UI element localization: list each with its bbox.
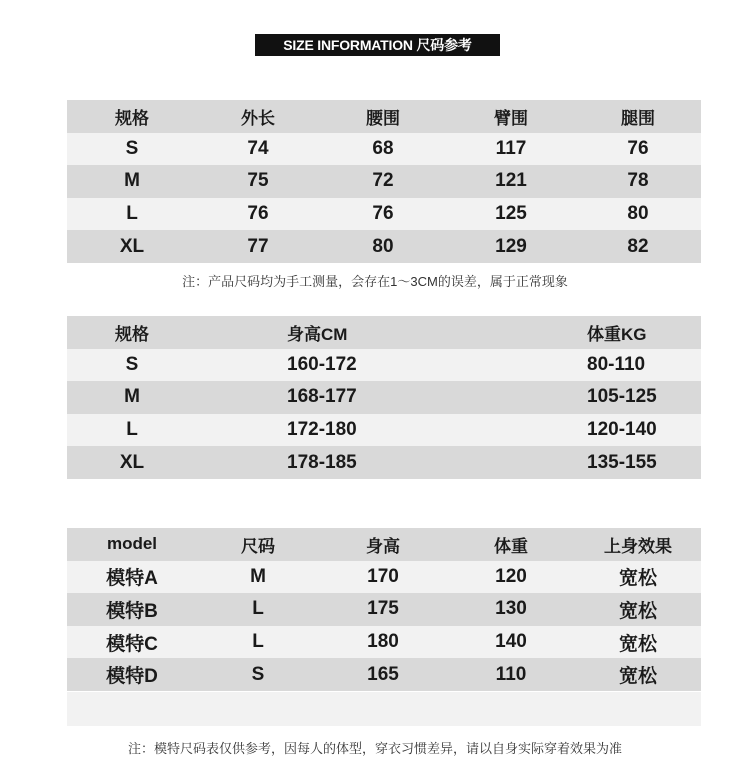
- table-cell: 82: [575, 230, 701, 263]
- column-header: model: [67, 528, 197, 561]
- table-cell: 130: [447, 593, 575, 626]
- column-header: 腿围: [575, 100, 701, 133]
- table-cell: M: [67, 165, 197, 198]
- table-cell: L: [67, 414, 197, 447]
- table-cell: 模特D: [67, 658, 197, 691]
- table-cell: L: [197, 593, 319, 626]
- size-measurement-table-body: [67, 100, 701, 263]
- column-header: 外长: [197, 100, 319, 133]
- table-row: [67, 165, 701, 198]
- table-row: [67, 561, 701, 594]
- measurement-note: 注：产品尺码均为手工测量，会存在1～3CM的误差，属于正常现象: [182, 274, 568, 289]
- table-cell: 80: [575, 198, 701, 231]
- column-header: 上身效果: [575, 528, 701, 561]
- column-header: 身高CM: [197, 316, 447, 349]
- table-cell: 68: [319, 133, 447, 166]
- table-cell: 78: [575, 165, 701, 198]
- table-row: [67, 446, 701, 479]
- table-cell: L: [197, 626, 319, 659]
- table-row: [67, 658, 701, 691]
- table-cell: 172-180: [197, 414, 447, 447]
- model-reference-table: [67, 528, 701, 691]
- table-cell: 宽松: [575, 561, 701, 594]
- table-cell: 宽松: [575, 626, 701, 659]
- column-header: 身高: [319, 528, 447, 561]
- size-measurement-table: [67, 100, 701, 263]
- table-cell: 模特C: [67, 626, 197, 659]
- column-header: 尺码: [197, 528, 319, 561]
- table-cell: 75: [197, 165, 319, 198]
- table-header-row: [67, 528, 701, 561]
- table-row: [67, 593, 701, 626]
- table-row: [67, 414, 701, 447]
- table-cell: 125: [447, 198, 575, 231]
- table-cell: S: [67, 349, 197, 382]
- table-cell: 121: [447, 165, 575, 198]
- table-cell: 117: [447, 133, 575, 166]
- table-header-row: [67, 100, 701, 133]
- size-recommendation-table-body: [67, 316, 701, 479]
- size-information-title: SIZE INFORMATION 尺码参考: [255, 34, 500, 56]
- table-cell: 135-155: [447, 446, 701, 479]
- model-note: 注：模特尺码表仅供参考，因每人的体型，穿衣习惯差异，请以自身实际穿着效果为准: [127, 741, 622, 756]
- table-cell: M: [67, 381, 197, 414]
- model-table-empty-row: [67, 692, 701, 726]
- table-cell: 模特A: [67, 561, 197, 594]
- table-cell: S: [67, 133, 197, 166]
- table-cell: 74: [197, 133, 319, 166]
- table-cell: 80-110: [447, 349, 701, 382]
- table-cell: 178-185: [197, 446, 447, 479]
- table-cell: 80: [319, 230, 447, 263]
- table-cell: 72: [319, 165, 447, 198]
- model-reference-table-body: [67, 528, 701, 691]
- table-cell: 110: [447, 658, 575, 691]
- table-cell: 129: [447, 230, 575, 263]
- table-row: [67, 381, 701, 414]
- column-header: 臂围: [447, 100, 575, 133]
- table-cell: 105-125: [447, 381, 701, 414]
- column-header: 腰围: [319, 100, 447, 133]
- table-row: [67, 626, 701, 659]
- table-cell: XL: [67, 446, 197, 479]
- table-cell: M: [197, 561, 319, 594]
- table-cell: 76: [575, 133, 701, 166]
- table-header-row: [67, 316, 701, 349]
- table-cell: 170: [319, 561, 447, 594]
- column-header: 体重KG: [447, 316, 701, 349]
- table-cell: 宽松: [575, 658, 701, 691]
- table-cell: L: [67, 198, 197, 231]
- table-cell: 160-172: [197, 349, 447, 382]
- table-cell: 175: [319, 593, 447, 626]
- table-cell: 模特B: [67, 593, 197, 626]
- size-recommendation-table: [67, 316, 701, 479]
- table-cell: S: [197, 658, 319, 691]
- table-row: [67, 349, 701, 382]
- table-cell: XL: [67, 230, 197, 263]
- table-cell: 77: [197, 230, 319, 263]
- table-cell: 宽松: [575, 593, 701, 626]
- column-header: 体重: [447, 528, 575, 561]
- table-cell: 168-177: [197, 381, 447, 414]
- table-cell: 120-140: [447, 414, 701, 447]
- column-header: 规格: [67, 100, 197, 133]
- table-cell: 76: [197, 198, 319, 231]
- table-cell: 180: [319, 626, 447, 659]
- table-cell: 165: [319, 658, 447, 691]
- table-row: [67, 133, 701, 166]
- table-cell: 120: [447, 561, 575, 594]
- table-row: [67, 230, 701, 263]
- column-header: 规格: [67, 316, 197, 349]
- table-cell: 140: [447, 626, 575, 659]
- table-row: [67, 198, 701, 231]
- table-cell: 76: [319, 198, 447, 231]
